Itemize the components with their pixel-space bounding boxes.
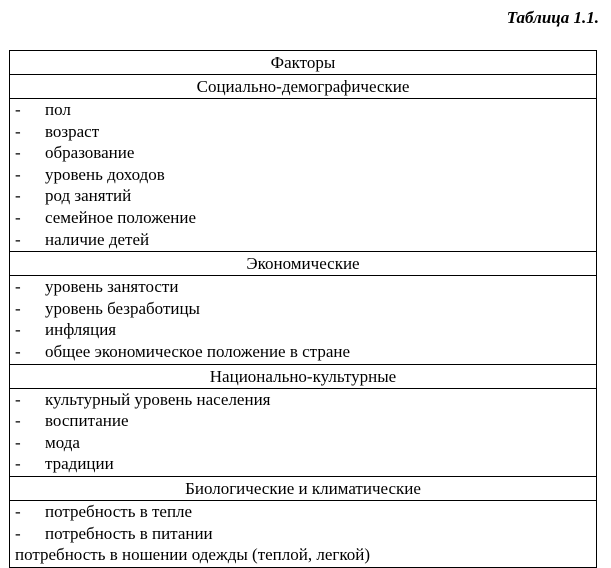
list-item-text: традиции (45, 454, 114, 474)
group-title-row (10, 252, 597, 276)
list-item-text: пол (45, 100, 71, 119)
list-item-text: культурный уровень населения (45, 389, 271, 409)
list-marker: - (15, 501, 21, 521)
list-marker: - (15, 143, 21, 163)
factors-table-body (10, 51, 597, 568)
list-item (15, 389, 591, 411)
group-items-row (10, 276, 597, 364)
group-title-national-cultural: Национально-культурные (10, 364, 597, 388)
group-title-row (10, 75, 597, 99)
list-marker: - (15, 320, 21, 340)
group-items-row (10, 99, 597, 252)
group-items-national-cultural (10, 388, 597, 476)
group-title-biological-climatic: Биологические и климатические (10, 476, 597, 500)
list-marker: - (15, 411, 21, 431)
list-item-text: потребность в ношении одежды (теплой, легкой) (15, 545, 370, 565)
group-items-row (10, 500, 597, 567)
group-items-social-demographic (10, 99, 597, 252)
list-item-text: уровень безработицы (45, 298, 200, 318)
list-item (15, 341, 591, 363)
list-item (15, 523, 591, 545)
group-items-biological-climatic (10, 500, 597, 567)
table-header-row (10, 51, 597, 75)
list-item (15, 229, 591, 251)
list-item-text: возраст (45, 121, 100, 141)
list-item-text: образование (45, 143, 135, 163)
list-marker: - (15, 389, 21, 409)
list-marker: - (15, 100, 21, 119)
list-marker: - (15, 186, 21, 206)
group-title-economic: Экономические (10, 252, 597, 276)
list-item (15, 298, 591, 320)
list-marker: - (15, 523, 21, 543)
list-item-text: общее экономическое положение в стране (45, 341, 351, 361)
list-item (15, 410, 591, 432)
list-item-text: воспитание (45, 411, 129, 431)
list-marker: - (15, 121, 21, 141)
group-title-row (10, 364, 597, 388)
list-item-text: потребность в тепле (45, 501, 193, 521)
list-item (15, 453, 591, 475)
list-item (15, 544, 591, 566)
list-item-text: уровень занятости (45, 277, 179, 297)
list-item (15, 276, 591, 298)
list-item (15, 99, 591, 121)
table-caption: Таблица 1.1. (506, 8, 599, 27)
factors-table (9, 50, 597, 568)
list-item-text: мода (45, 432, 80, 452)
list-marker: - (15, 454, 21, 474)
list-marker: - (15, 229, 21, 249)
list-item-text: потребность в питании (45, 523, 213, 543)
group-title-row (10, 476, 597, 500)
list-item (15, 142, 591, 164)
list-marker: - (15, 164, 21, 184)
list-marker: - (15, 277, 21, 297)
group-items-row (10, 388, 597, 476)
list-marker: - (15, 341, 21, 361)
list-item (15, 121, 591, 143)
list-marker: - (15, 207, 21, 227)
list-item-text: род занятий (45, 186, 132, 206)
list-item (15, 432, 591, 454)
list-item (15, 319, 591, 341)
list-item-text: наличие детей (45, 229, 150, 249)
list-item (15, 164, 591, 186)
list-item (15, 501, 591, 523)
list-item-text: инфляция (45, 320, 117, 340)
list-item (15, 207, 591, 229)
list-item-text: уровень доходов (45, 164, 165, 184)
group-title-social-demographic: Социально-демографические (10, 75, 597, 99)
list-item (15, 185, 591, 207)
group-items-economic (10, 276, 597, 364)
table-header-cell: Факторы (10, 51, 597, 75)
list-marker: - (15, 298, 21, 318)
list-item-text: семейное положение (45, 207, 197, 227)
list-marker: - (15, 432, 21, 452)
